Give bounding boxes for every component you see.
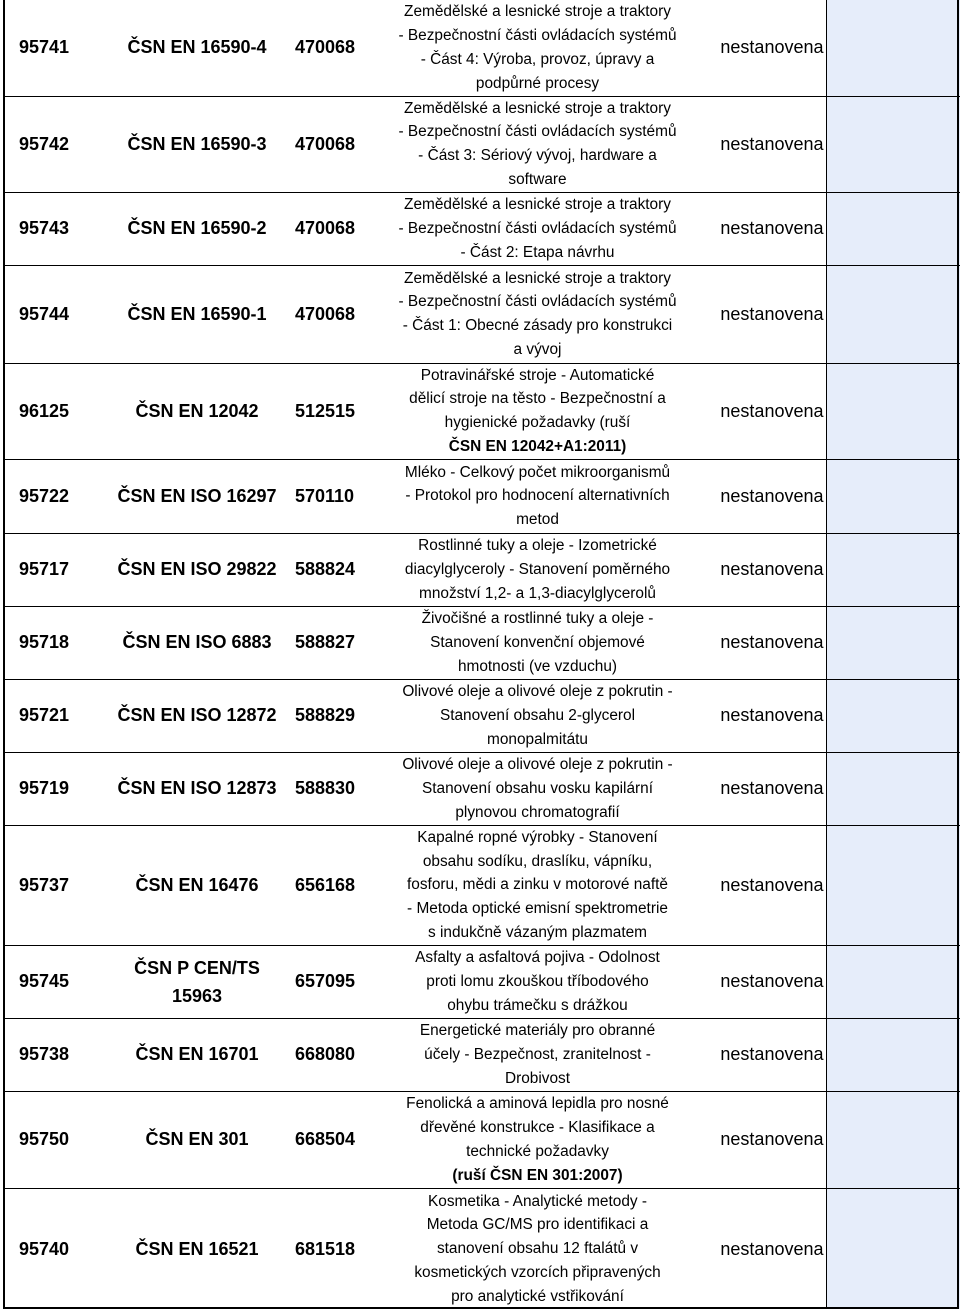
standard-title: Kosmetika - Analytické metody - Metoda GC/MS pro identifikaci a stanovení obsahu 12 ftalátů v kosmetických vzorcích připravených pro analytické vstřikování (375, 1188, 710, 1309)
empty-column (826, 0, 960, 96)
standard-id: 95741 (19, 37, 70, 58)
status-text: nestanovena (710, 1188, 826, 1309)
standard-title: Rostlinné tuky a oleje - Izometrické diacylglyceroly - Stanovení poměrného množství 1,2- a 1,3-diacylglycerolů (375, 533, 710, 606)
table-row (3, 825, 960, 945)
table-row (3, 752, 960, 825)
status-text: nestanovena (710, 192, 826, 265)
class-number: 470068 (291, 192, 375, 265)
table-row (3, 192, 960, 265)
standard-code: ČSN EN ISO 16297 (103, 459, 291, 533)
empty-column (826, 1091, 960, 1188)
class-number: 668080 (291, 1018, 375, 1091)
table-row (3, 945, 960, 1018)
standard-id: 95721 (3, 679, 103, 752)
standard-id: 96125 (3, 363, 103, 459)
class-number: 668504 (291, 1091, 375, 1188)
table-row (3, 96, 960, 192)
status-text: nestanovena (710, 752, 826, 825)
standard-title: Olivové oleje a olivové oleje z pokrutin - Stanovení obsahu 2-glycerol monopalmitátu (375, 679, 710, 752)
class-number: 588827 (291, 606, 375, 679)
standard-id: 95718 (3, 606, 103, 679)
status-text: nestanovena (710, 363, 826, 459)
table-row (3, 533, 960, 606)
empty-column (826, 752, 960, 825)
standard-code: ČSN EN ISO 12872 (103, 679, 291, 752)
standard-code: ČSN EN 301 (103, 1091, 291, 1188)
standard-id: 95740 (3, 1188, 103, 1309)
class-number: 681518 (291, 1188, 375, 1309)
standard-code: ČSN EN ISO 29822 (103, 533, 291, 606)
empty-column (826, 825, 960, 945)
standard-title (375, 363, 710, 459)
table-row (3, 679, 960, 752)
standard-title: Zemědělské a lesnické stroje a traktory - Bezpečnostní části ovládacích systémů - Část 3: Sériový vývoj, hardware a software (375, 96, 710, 192)
status-text: nestanovena (710, 459, 826, 533)
standard-code: ČSN EN ISO 6883 (103, 606, 291, 679)
standard-id: 95717 (3, 533, 103, 606)
status-text: nestanovena (710, 825, 826, 945)
status-text: nestanovena (710, 1091, 826, 1188)
table-row (3, 363, 960, 459)
class-number: 656168 (291, 825, 375, 945)
standard-id: 95744 (3, 265, 103, 363)
standard-id: 95719 (3, 752, 103, 825)
standard-title: Zemědělské a lesnické stroje a traktory - Bezpečnostní části ovládacích systémů - Část 4: Výroba, provoz, úpravy a podpůrné procesy (398, 3, 677, 92)
empty-column (826, 1188, 960, 1309)
standard-code: ČSN EN 16590-3 (103, 96, 291, 192)
status-text: nestanovena (710, 679, 826, 752)
standard-id: 95745 (3, 945, 103, 1018)
status-text: nestanovena (710, 945, 826, 1018)
replaces-note: ČSN EN 12042+A1:2011) (448, 438, 627, 456)
empty-column (826, 945, 960, 1018)
standard-id: 95738 (3, 1018, 103, 1091)
empty-column (826, 96, 960, 192)
table-row (3, 265, 960, 363)
title-text: Potravinářské stroje - Automatické dělicí stroje na těsto - Bezpečnostní a hygienické požadavky (ruší (409, 366, 666, 432)
table-row (3, 459, 960, 533)
class-number: 470068 (291, 96, 375, 192)
table-row (3, 1018, 960, 1091)
standard-code: ČSN EN 12042 (103, 363, 291, 459)
empty-column (826, 363, 960, 459)
standard-code: ČSN EN 16476 (103, 825, 291, 945)
class-number: 470068 (295, 37, 356, 58)
empty-column (826, 679, 960, 752)
table-row (3, 606, 960, 679)
standard-title: Energetické materiály pro obranné účely - Bezpečnost, zranitelnost - Drobivost (375, 1018, 710, 1091)
status-text: nestanovena (710, 533, 826, 606)
standard-title: Zemědělské a lesnické stroje a traktory - Bezpečnostní části ovládacích systémů - Část 1: Obecné zásady pro konstrukci a vývoj (375, 265, 710, 363)
standard-title: Olivové oleje a olivové oleje z pokrutin - Stanovení obsahu vosku kapilární plynovou chromatografií (375, 752, 710, 825)
standard-title: Mléko - Celkový počet mikroorganismů - Protokol pro hodnocení alternativních metod (375, 459, 710, 533)
status-text: nestanovena (710, 1018, 826, 1091)
empty-column (826, 606, 960, 679)
standard-title: Živočišné a rostlinné tuky a oleje - Stanovení konvenční objemové hmotnosti (ve vzduchu) (375, 606, 710, 679)
empty-column (826, 1018, 960, 1091)
class-number: 588830 (291, 752, 375, 825)
status-text: nestanovena (710, 96, 826, 192)
standard-code: ČSN EN 16590-4 (127, 37, 267, 58)
standard-code: ČSN EN 16521 (103, 1188, 291, 1309)
standard-code: ČSN EN 16590-1 (103, 265, 291, 363)
table-row (3, 1188, 960, 1309)
standard-id: 95750 (3, 1091, 103, 1188)
standard-code: ČSN EN 16701 (103, 1018, 291, 1091)
empty-column (826, 265, 960, 363)
empty-column (826, 192, 960, 265)
standard-title (375, 1091, 710, 1188)
standard-title: Asfalty a asfaltová pojiva - Odolnost proti lomu zkouškou tříbodového ohybu trámečku s drážkou (375, 945, 710, 1018)
empty-column (826, 533, 960, 606)
status-text: nestanovena (710, 606, 826, 679)
standard-title: Zemědělské a lesnické stroje a traktory - Bezpečnostní části ovládacích systémů - Část 2: Etapa návrhu (375, 192, 710, 265)
standards-table (3, 0, 960, 1309)
table-row (3, 0, 960, 96)
standard-code: ČSN P CEN/TS 15963 (103, 945, 291, 1018)
table-row (3, 1091, 960, 1188)
class-number: 657095 (291, 945, 375, 1018)
standard-code: ČSN EN 16590-2 (103, 192, 291, 265)
empty-column (826, 459, 960, 533)
class-number: 570110 (291, 459, 375, 533)
replaces-note: (ruší ČSN EN 301:2007) (452, 1166, 623, 1184)
standard-code: ČSN EN ISO 12873 (103, 752, 291, 825)
standard-title: Kapalné ropné výrobky - Stanovení obsahu sodíku, draslíku, vápníku, fosforu, mědi a zinku v motorové naftě - Metoda optické emisní spektrometrie s indukčně vázaným plazmatem (375, 825, 710, 945)
class-number: 512515 (291, 363, 375, 459)
standard-id: 95737 (3, 825, 103, 945)
class-number: 588829 (291, 679, 375, 752)
standard-id: 95722 (3, 459, 103, 533)
class-number: 588824 (291, 533, 375, 606)
class-number: 470068 (291, 265, 375, 363)
standard-id: 95743 (3, 192, 103, 265)
status-text: nestanovena (710, 265, 826, 363)
status-text: nestanovena (720, 37, 824, 58)
standard-id: 95742 (3, 96, 103, 192)
title-text: Fenolická a aminová lepidla pro nosné dřevěné konstrukce - Klasifikace a technické požadavky (406, 1095, 669, 1160)
